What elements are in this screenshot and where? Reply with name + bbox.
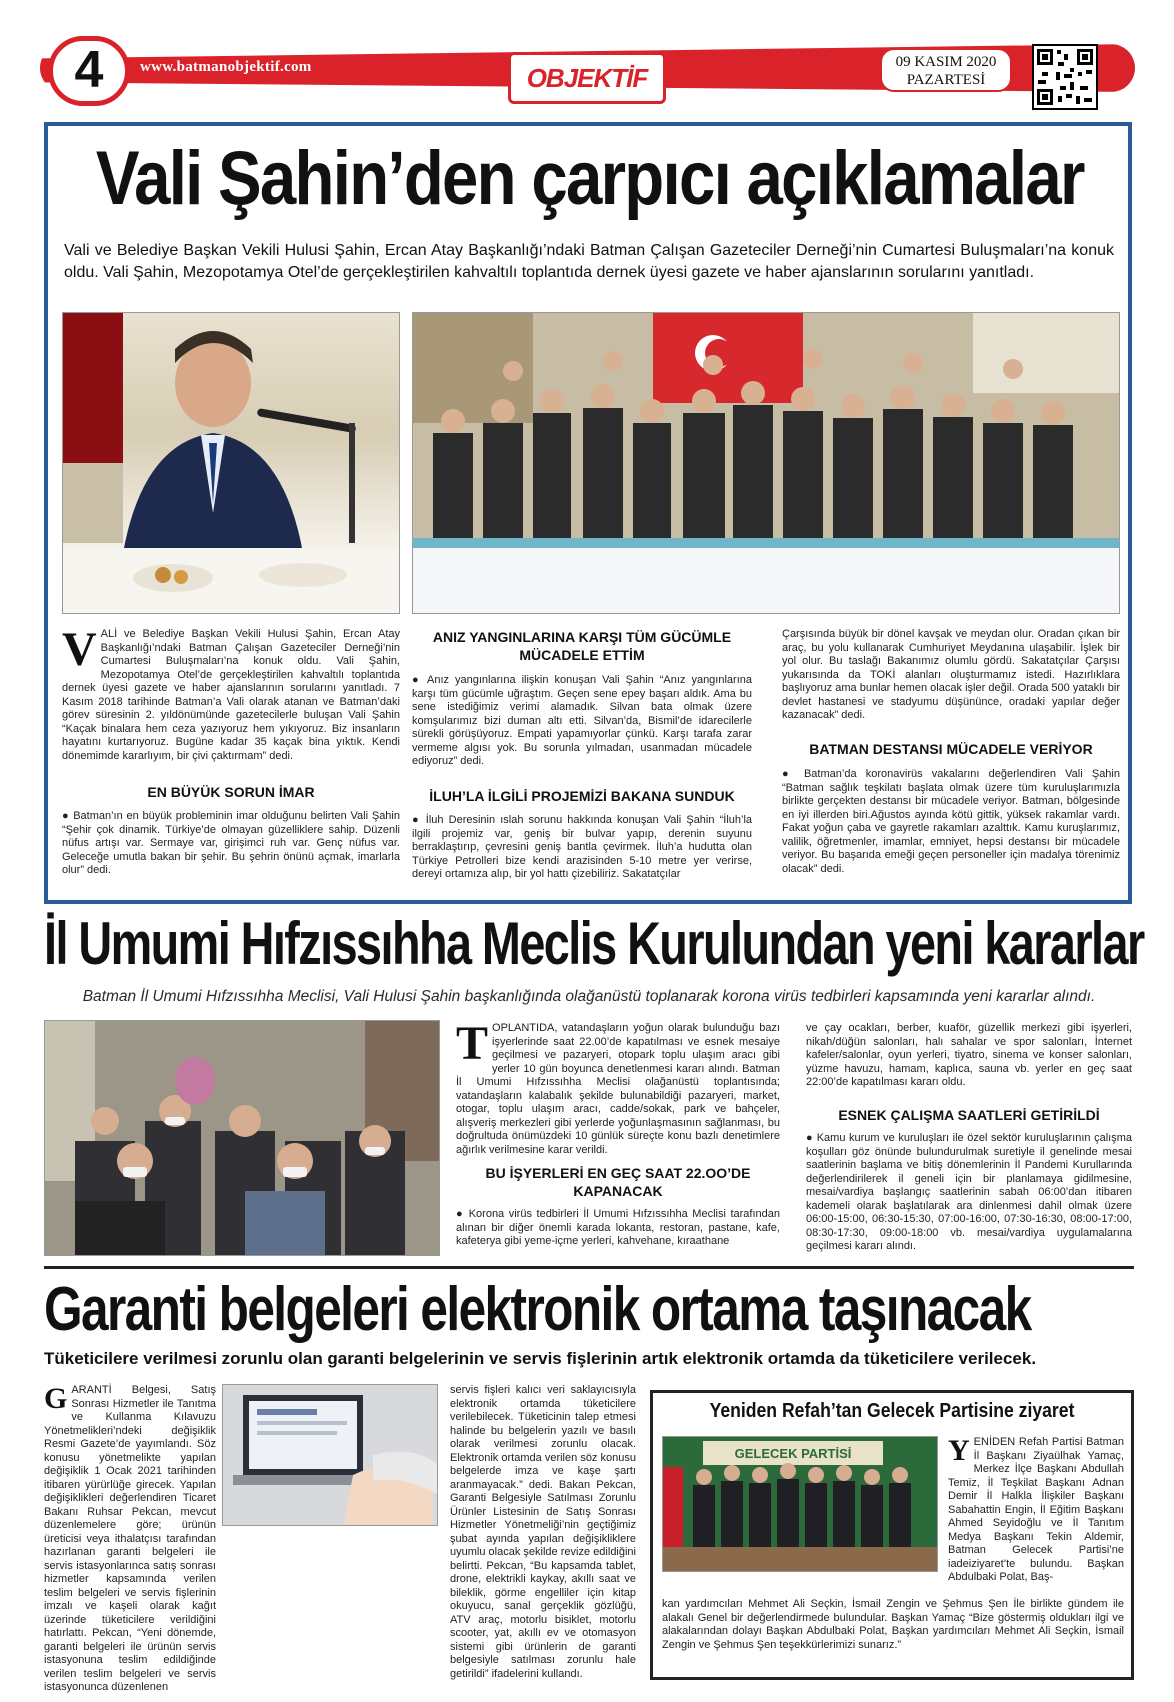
article1-column3: Çarşısında büyük bir dönel kavşak ve meydan olur. Oradan çıkan bir araç, bu yolu kullanarak Cumhuriyet Meydanına ulaşabilir. İşlek bir yol olur. Bu taslağı Bakanımız olumlu gördü. Sakatatçılar Çarşısı yukarısında da TOKİ alanları oluşturmamız istedi. Hazırlıklara başlıyoruz ama bunlar hemen olacak işler değil. Orada 500 yataklı bir devlet hastanesi ve stadyumu düşününce, oradaki yapılar değer kazanacak” dedi.	[782, 628, 1120, 721]
article1-sub3-text: ● İluh Deresinin ıslah sorunu hakkında konuşan Vali Şahin “İluh’la ilgili projemiz var, geniş bir bulvar yapıp, derenin suyunu berraklaştırıp, çevresini geniş bantla çevirmek. İluh’a hudutta olan Türkiye Petrolleri bize kendi arazisinden 5-10 metre yer verirse, dereyi ortamıza alıp, bir yol hattı çizebiliriz. Sakatatçılar	[412, 814, 752, 880]
photo-sign-text: GELECEK PARTİSİ	[734, 1446, 852, 1461]
article4-dropcap: Y	[948, 1434, 970, 1467]
crowd-photo	[44, 1020, 440, 1256]
article4-headline[interactable]: Yeniden Refah’tan Gelecek Partisine ziyaret	[709, 1400, 1075, 1422]
article2-col1-text: OPLANTIDA, vatandaşların yoğun olarak bulunduğu bazı işyerlerinde saat 22.00’de kapatılması ve esnek mesaiye geçilmesi ve pazaryeri, otopark toplu ulaşım aracı gibi yerler 10 gün boyunca denetlenmesi kararı alındı. Batman İl Umumi Hıfzıssıhha Meclisi olağanüstü toplantısında; vatandaşların kalabalık şekilde bulunabildiği pazaryeri, market, otogar, toplu ulaşım aracı, cadde/sokak, park ve bahçeler, alışveriş merkezleri gibi yerlerde yoğunlaşmasının sağlanması, bu doğrultuda önümüzdeki 10 günlük süreçte konu bazlı denetimlere ağırlık verilmesine karar verildi.	[456, 1022, 780, 1156]
vali-portrait-photo	[62, 312, 400, 614]
article1-sub3: İLUH’LA İLGİLİ PROJEMİZİ BAKANA SUNDUK	[429, 788, 735, 804]
party-visit-photo	[662, 1436, 938, 1572]
article2-dropcap: T	[456, 1017, 489, 1070]
article2-sub2: ESNEK ÇALIŞMA SAATLERİ GETİRİLDİ	[838, 1107, 1100, 1123]
article3-headline[interactable]: Garanti belgeleri elektronik ortama taşınacak	[44, 1275, 1031, 1344]
qr-code-icon	[1032, 44, 1098, 110]
article2-column1	[456, 1017, 780, 1157]
article1-lead: Vali ve Belediye Başkan Vekili Hulusi Şahin, Ercan Atay Başkanlığı’ndaki Batman Çalışan Gazeteciler Derneği’nin Cumartesi Buluşmaları’na konuk oldu. Vali Şahin, Mezopotamya Otel’de gerçekleştirilen kahvaltılı toplantıda dernek üyesi gazete ve haber ajanslarının sorularını yanıtladı.	[64, 242, 1114, 281]
article1-col1-text: ALİ ve Belediye Başkan Vekili Hulusi Şahin, Ercan Atay Başkanlığı’ndaki Batman Çalışan Gazeteciler Derneği’nin Cumartesi Buluşmaları’na konuk oldu. Vali Şahin, Mezopotamya Otel’de gerçekleştirilen kahvaltılı toplantıda dernek üyesi gazete ve haber ajanslarının sorularını yanıtladı. 7 Kasım 2018 tarihinde Batman’a Vali olarak atanan ve Batman’daki görev süresinin 2. yıldönümünde gazetecilerle buluşan Vali Şahin “Kaçak binalara hem ceza yazıyoruz hem yıkıyoruz. Biz insanların hayatını kurtarıyoruz. Bugüne kadar 35 kaçak bina yıktık. Kendi dönemimde kararlıyım, bir çivi çaktırmam” dedi.	[62, 628, 400, 762]
article4-text-bottom: kan yardımcıları Mehmet Ali Seçkin, İsmail Zengin ve Şehmus Şen İle birlikte gündem ile alakalı Genel bir değerlendirmede bulundular. Başkan Yamaç “Bize göstermiş oldukları ilgi ve alakalarından dolayı Başkan Abdulbaki Polat, Başkan yardımcıları Mehmet Ali Seçkin, İsmail Zengin ve Şehmus Şen teşekkürlerimizi sunarız.”	[662, 1598, 1124, 1651]
laptop-photo	[222, 1384, 438, 1526]
article3-column1	[44, 1384, 216, 1695]
site-url[interactable]: www.batmanobjektif.com	[140, 59, 312, 75]
article1-sub2: ANIZ YANGINLARINA KARŞI TÜM GÜCÜMLE MÜCADELE ETTİM	[432, 629, 732, 663]
day-text: PAZARTESİ	[906, 72, 986, 88]
article3-column2: servis fişleri kalıcı veri saklayıcısıyla elektronik ortamda tüketicilere verilebilecek. Tüketicinin talep etmesi halinde bu belgelerin yazılı ve basılı olarak verilmesi zorunlu olacak. Elektronik ortamda verilen söz konusu belgelerde imza ve kaşe şartı aranmayacak.” dedi. Bakan Pekcan, Garanti Belgesiyle Satılması Zorunlu Ürünler Listesinin de Satış Sonrası Hizmetler Yönetmeliği’nin geçtiğimiz şubat ayında yapılan değişikliklere uyumlu olacak şekilde revize edildiğini belirtti. Pekcan, “Bu kapsamda tablet, drone, elektrikli kaykay, akıllı saat ve bileklik, görme engelliler için kitap okuyucu, sanal gerçeklik gözlüğü, ATV araç, motorlu bisiklet, motorlu scooter, yat, akıllı ev ve otomasyon sistemi gibi ürünlerin de garanti belgesiyle satılması zorunlu hale getirildi” ifadelerini kullandı.	[450, 1384, 636, 1680]
section-divider	[44, 1266, 1134, 1269]
article4-text-top	[948, 1436, 1124, 1585]
article2-column2: ve çay ocakları, berber, kuaför, güzellik merkezi gibi işyerleri, nikah/düğün salonları, halı sahalar ve spor salonları, İnternet kafeler/salonlar, oyun yerleri, tiyatro, sinema ve konser salonları, yüzme havuzu, hamam, kaplıca, sauna vb. yerler en geç saat 22:00’de kapatılması kararı oldu.	[806, 1022, 1132, 1088]
article1-sub4: BATMAN DESTANSI MÜCADELE VERİYOR	[809, 741, 1093, 757]
article2-sub2-text: ● Kamu kurum ve kuruluşları ile özel sektör kuruluşlarının çalışma koşulları göz önünde bulundurulmak suretiyle il genelinde mesai saatlerinin başlama ve bitiş dönemlerinin İl Pandemi Kurullarında değerlendirilerek il geneli için bir planlamaya gidilmesine, mesai/vardiya başlangıç saatlerinin sabah 06:00’dan itibaren kademeli olarak başlatılarak ara dinlenmesi dahil olmak üzere 06:00-15:00, 06:30-15:30, 07:00-16:00, 07:30-16:30, 08:00-17:00, 08:30-17:30, 09:00-18:00 vb. mesai/vardiya uygulamalarına geçilmesi kararı alındı.	[806, 1132, 1132, 1252]
article2-sub1-text: ● Korona virüs tedbirleri İl Umumi Hıfzıssıhha Meclisi tarafından alınan bir diğer önemli karada lokanta, restoran, pastane, kafe, kafeterya gibi yeme-içme yerleri, kahvehane, kıraathane	[456, 1208, 780, 1247]
article2-sub1: BU İŞYERLERİ EN GEÇ SAAT 22.OO’DE KAPANACAK	[485, 1165, 751, 1199]
article1-dropcap: V	[62, 623, 97, 676]
issue-date	[880, 48, 1012, 92]
article1-sub1: EN BÜYÜK SORUN İMAR	[147, 784, 315, 800]
article2-headline[interactable]: İl Umumi Hıfzıssıhha Meclis Kurulundan yeni kararlar	[44, 910, 1144, 977]
article4-text-top-span: ENİDEN Refah Partisi Batman İl Başkanı Ziyaülhak Yamaç, Merkez İlçe Başkanı Abdullah Temiz, İl Teşkilat Başkanı Adnan Demir İl Halkla İlişkiler Başkanı Sabahattin Engin, İl Eğitim Başkanı Ahmed Seyidoğlu ve İl Tanıtım Medya Başkanı Tekin Aldemir, Batman Gelecek Partisi’ne iadeiziyaret’te bulundu. Başkan Abdulbaki Polat, Baş-	[948, 1436, 1124, 1583]
article3-dropcap: G	[44, 1382, 68, 1415]
newspaper-logo	[508, 52, 666, 104]
article3-col1-text: ARANTİ Belgesi, Satış Sonrası Hizmetler ile Tanıtma ve Kullanma Kılavuzu Yönetmelikleri’ndeki değişiklik Resmi Gazete’de yayımlandı. Söz konusu yönetmelikte yapılan değişiklik 1 Ocak 2021 tarihinden itibaren yürürlüğe girecek. Yapılan değişiklikleri değerlendiren Ticaret Bakanı Ruhsar Pekcan, mevcut düzenlemelere göre; ürünün üreticisi veya ithalatçısı tarafından hazırlanan garanti belgeleri ile servis istasyonlarınca satış sonrası hizmetler kapsamında verilen teslim belgeleri ve servis fişlerinin imzalı ve kaşeli olarak kağıt üzerinde tüketicilere verildiğini hatırlattı. Pekcan, “Yeni dönemde, garanti belgeleri ile ürünün servis istasyonuna teslim edildiğinde verilen teslim belgeleri ve servis istasyonunca düzenlenen	[44, 1384, 216, 1693]
article2-lead: Batman İl Umumi Hıfzıssıhha Meclisi, Vali Hulusi Şahin başkanlığında olağanüstü toplanarak korona virüs tedbirleri kapsamında yeni kararlar alındı.	[82, 988, 1096, 1005]
date-text: 09 KASIM 2020	[895, 54, 997, 70]
article1-sub2-text: ● Anız yangınlarına ilişkin konuşan Vali Şahin “Anız yangınlarına karşı tüm gücümle uğraştım. Geçen sene epey başarı aldık. Ama bu sene istediğimiz verimi alamadık. Silvan bata olmak üzere komşularımız bizi duman altı etti. Silvan’da, Bismil’de idarecilerle sürekli görüşüyoruz. Empati yapamıyorlar çünkü. Karşı tarafa zarar vermeme algısı yok. Bu sorunla yılmadan, usanmadan mücadele ediyoruz” dedi.	[412, 674, 752, 767]
group-photo	[412, 312, 1120, 614]
logo-text: OBJEKTİF	[526, 63, 648, 93]
article1-column1	[62, 623, 400, 763]
article1-sub4-text: ● Batman’da koronavirüs vakalarını değerlendiren Vali Şahin “Batman sağlık teşkilatı başlata olmak üzere tüm kuruluşlarımızla birlikte gerçekten destansı bir mücadele veriyor. Batman, bölgesinde en iyi illerden biri.Ağustos ayında kötü gittik, yüksek rakamlar vardı. Fakat yoğun çaba ve gayretle rakamları azalttık. Kamu kuruşlarımız, valilik, öğretmenler, imamlar, emniyet, hepsi destansı bir mücadele veriyor. Bu başarıda emeği geçen personeller için madalya törenimiz olacak” dedi.	[782, 768, 1120, 875]
article1-sub1-text: ● Batman’ın en büyük probleminin imar olduğunu belirten Vali Şahin “Şehir çok dinamik. Türkiye’de olmayan güzelliklere sahip. Düzenli nüfus artışı var. Sermaye var, girişimci ruh var. Genç nüfus var. Geleceğe umutla bakan bir şehir. Bu şehrin önünü açmak, imarlarla olur” dedi.	[62, 810, 400, 876]
article1-headline[interactable]: Vali Şahin’den çarpıcı açıklamalar	[95, 136, 1084, 221]
article3-lead: Tüketicilere verilmesi zorunlu olan garanti belgelerinin ve servis fişlerinin artık elektronik ortamda da tüketicilere verilecek.	[44, 1349, 1037, 1368]
page-number: 4	[48, 36, 130, 106]
